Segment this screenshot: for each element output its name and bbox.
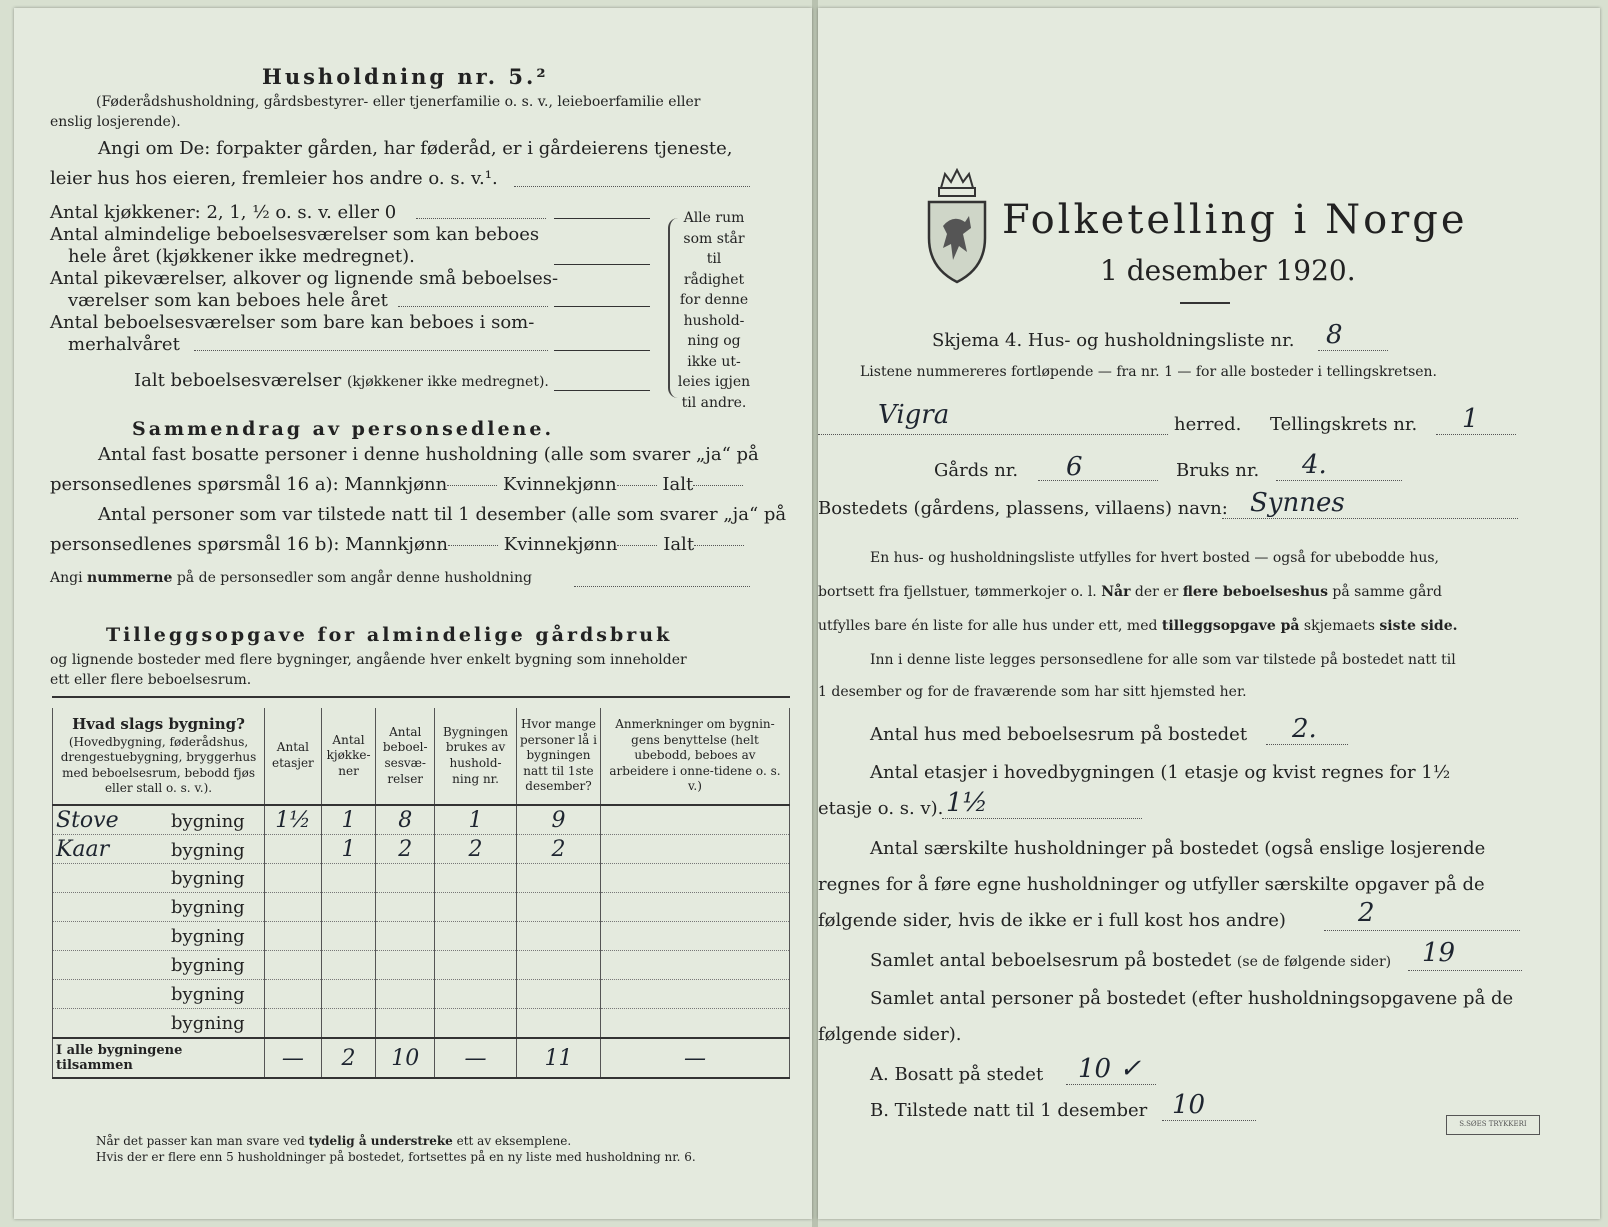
hush-line-1: Antal særskilte husholdninger på bostedet (også enslige losjerende — [870, 838, 1486, 859]
angi-line-1: Angi om De: forpakter gården, har føderåd, er i gårdeierens tjeneste, — [98, 138, 733, 159]
pike-answer-line[interactable] — [554, 306, 650, 307]
building-suffix: bygning — [171, 925, 245, 947]
tellingskrets-label: Tellingskrets nr. — [1270, 414, 1418, 435]
herred-label: herred. — [1174, 414, 1242, 435]
building-name-cell[interactable] — [53, 893, 265, 922]
rooms-note-line: ning og — [687, 333, 741, 349]
table-header-cell — [376, 708, 435, 805]
summary-line-4 — [50, 534, 744, 556]
para-3c: skjemaets — [1303, 618, 1375, 634]
rooms-note-line: rådighet — [683, 271, 745, 288]
cell-personer[interactable]: 2 — [516, 835, 600, 864]
footnote-2: Hvis der er flere enn 5 husholdninger på bostedet, fortsettes på en ny liste med husholdning nr. 6. — [96, 1150, 696, 1164]
cell-anm[interactable] — [600, 951, 789, 980]
cell-husholdning[interactable] — [435, 893, 517, 922]
bruks-label: Bruks nr. — [1176, 460, 1260, 481]
cell-etasjer[interactable] — [265, 835, 322, 864]
rooms-note-line: Alle rum — [683, 210, 745, 226]
angi-nummerne-field[interactable] — [574, 586, 750, 587]
ialt-b-label: Ialt — [663, 534, 695, 555]
cell-anm[interactable] — [600, 980, 789, 1009]
footnote-1b: tydelig å understreke — [308, 1134, 453, 1148]
hush-line-2: regnes for å føre egne husholdninger og utfyller særskilte opgaver på de — [818, 874, 1485, 895]
b-line — [1162, 1120, 1256, 1121]
angi-nummerne-b: nummerne — [87, 570, 173, 586]
cell-personer[interactable] — [516, 864, 600, 893]
cell-anm[interactable] — [600, 805, 789, 835]
table-header-cell — [435, 708, 517, 805]
kvinne-a-label: Kvinnekjønn — [502, 474, 617, 495]
cell-vaerelser[interactable] — [376, 922, 435, 951]
cell-etasjer[interactable] — [265, 893, 322, 922]
building-suffix: bygning — [171, 983, 245, 1005]
a-line — [1066, 1084, 1156, 1085]
table-row — [53, 1009, 790, 1039]
cell-vaerelser[interactable] — [376, 893, 435, 922]
table-header-cell — [53, 708, 265, 805]
alm-label-1: Antal almindelige beboelsesværelser som kan beboes — [50, 224, 540, 245]
building-name-cell[interactable] — [53, 922, 265, 951]
tillegg-sub-1: og lignende bosteder med flere bygninger, angående hver enkelt bygning som inneholder — [50, 652, 687, 668]
total-vaerelser[interactable]: 10 — [376, 1038, 435, 1078]
right-page — [818, 8, 1600, 1219]
summary-title: Sammendrag av personsedlene. — [132, 418, 555, 440]
cell-husholdning[interactable] — [435, 864, 517, 893]
para-2 — [818, 584, 1442, 601]
para-4: Inn i denne liste legges personsedlene for alle som var tilstede på bostedet natt til — [870, 652, 1456, 668]
para-2e: på samme gård — [1332, 584, 1442, 600]
gards-nr[interactable]: 6 — [1066, 452, 1083, 482]
skjema-nr[interactable]: 8 — [1326, 320, 1343, 350]
rum-note: (se de følgende sider) — [1236, 954, 1392, 970]
summary-line-2 — [50, 474, 743, 496]
hush-line-3: følgende sider, hvis de ikke er i full kost hos andre) — [818, 910, 1286, 931]
cell-anm[interactable] — [600, 922, 789, 951]
angi-nummerne — [50, 570, 532, 587]
table-header-cell — [321, 708, 376, 805]
footnote-1 — [96, 1134, 571, 1148]
table-header-bold: Hvad slags bygning? — [72, 715, 245, 734]
table-row — [53, 864, 790, 893]
table-header-text: Antal beboel-sesvæ-relser — [382, 724, 428, 786]
rooms-note-line: leies igjen — [677, 374, 751, 390]
buildings-table-header — [53, 708, 790, 805]
bosted-line — [1222, 518, 1518, 519]
table-row — [53, 951, 790, 980]
table-header-text: Antal kjøkke-ner — [326, 732, 371, 778]
building-name-cell[interactable] — [53, 951, 265, 980]
table-row — [53, 922, 790, 951]
cell-etasjer[interactable]: 1½ — [265, 805, 322, 835]
herred-line — [818, 434, 1168, 435]
rooms-note-line: hushold- — [683, 312, 745, 329]
rooms-note-line: ikke ut- — [687, 353, 741, 370]
cell-anm[interactable] — [600, 893, 789, 922]
left-page — [14, 8, 812, 1219]
cell-vaerelser[interactable] — [376, 1009, 435, 1039]
summary-a-label: personsedlenes spørsmål 16 a): Mannkjønn — [50, 474, 448, 495]
hush-answer-line — [1324, 930, 1520, 931]
para-5: 1 desember og for de fraværende som har sitt hjemsted her. — [818, 684, 1247, 700]
a-value[interactable]: 10 ✓ — [1078, 1054, 1142, 1084]
som-dots — [194, 350, 548, 351]
total-husholdning[interactable]: — — [435, 1038, 517, 1078]
gards-line — [1038, 480, 1158, 481]
table-header-text: Bygningen brukes av hushold-ning nr. — [443, 724, 509, 786]
cell-husholdning[interactable]: 2 — [435, 835, 517, 864]
building-name-cell[interactable] — [53, 980, 265, 1009]
cell-kjokkener[interactable]: 1 — [321, 835, 376, 864]
buildings-table-body — [53, 805, 790, 1078]
cell-kjokkener[interactable]: 1 — [321, 805, 376, 835]
pike-dots — [398, 306, 548, 307]
table-header-cell — [516, 708, 600, 805]
table-header-row — [53, 708, 790, 805]
table-top-rule — [52, 696, 790, 698]
para-3 — [818, 618, 1458, 635]
etasjer-line-1: Antal etasjer i hovedbygningen (1 etasje og kvist regnes for 1½ — [870, 762, 1451, 783]
ialt-answer-line[interactable] — [554, 390, 650, 391]
cell-personer[interactable] — [516, 922, 600, 951]
cell-husholdning[interactable] — [435, 980, 517, 1009]
cell-kjokkener[interactable] — [321, 980, 376, 1009]
cell-husholdning[interactable]: 1 — [435, 805, 517, 835]
a-label: A. Bosatt på stedet — [870, 1064, 1044, 1085]
para-3b: tilleggsopgave på — [1161, 618, 1300, 634]
building-suffix: bygning — [171, 810, 245, 832]
cell-husholdning[interactable] — [435, 922, 517, 951]
hus-line — [1266, 744, 1348, 745]
building-suffix: bygning — [171, 867, 245, 889]
ialt-a-label: Ialt — [662, 474, 694, 495]
table-header-text: Antal etasjer — [272, 740, 314, 770]
pers-line-1: Samlet antal personer på bostedet (efter husholdningsopgavene på de — [870, 988, 1514, 1009]
cell-personer[interactable] — [516, 951, 600, 980]
ialt-note: (kjøkkener ikke medregnet). — [346, 374, 549, 390]
rooms-note — [674, 208, 754, 413]
som-label-2: merhalvåret — [68, 334, 180, 355]
census-date: 1 desember 1920. — [1100, 254, 1356, 287]
total-personer[interactable]: 11 — [516, 1038, 600, 1078]
cell-kjokkener[interactable] — [321, 922, 376, 951]
rum-answer-line — [1408, 970, 1522, 971]
buildings-table — [52, 708, 790, 1079]
total-kjokkener[interactable]: 2 — [321, 1038, 376, 1078]
building-name-cell[interactable] — [53, 835, 265, 864]
footnote-1a: Når det passer kan man svare ved — [96, 1134, 305, 1148]
rum-line — [870, 950, 1391, 972]
printer-stamp: S.SØES TRYKKERI — [1446, 1115, 1540, 1135]
cell-etasjer[interactable] — [265, 980, 322, 1009]
bosted-label: Bostedets (gårdens, plassens, villaens) navn: — [818, 498, 1228, 519]
cell-vaerelser[interactable]: 8 — [376, 805, 435, 835]
bosted-name[interactable]: Synnes — [1250, 488, 1345, 518]
coat-of-arms-icon — [923, 168, 991, 288]
total-anm[interactable]: — — [600, 1038, 789, 1078]
summary-line-1: Antal fast bosatte personer i denne husholdning (alle som svarer „ja“ på — [98, 444, 759, 465]
pike-label-1: Antal pikeværelser, alkover og lignende små beboelses- — [50, 268, 559, 289]
table-row — [53, 835, 790, 864]
gards-label: Gårds nr. — [934, 460, 1019, 481]
cell-vaerelser[interactable]: 2 — [376, 835, 435, 864]
building-suffix: bygning — [171, 954, 245, 976]
household-title: Husholdning nr. 5.² — [262, 64, 549, 89]
bruks-line — [1276, 480, 1402, 481]
building-suffix: bygning — [171, 839, 245, 861]
alm-answer-line[interactable] — [554, 264, 650, 265]
kjokkener-dots — [416, 218, 546, 219]
para-3a: utfylles bare én liste for alle hus under ett, med — [818, 618, 1158, 634]
cell-kjokkener[interactable] — [321, 893, 376, 922]
para-3d: siste side. — [1379, 618, 1458, 634]
table-header-cell — [265, 708, 322, 805]
building-name: Stove — [56, 807, 119, 833]
para-1: En hus- og husholdningsliste utfylles for hvert bosted — også for ubebodde hus, — [870, 550, 1439, 566]
ialt-label: Ialt beboelsesværelser — [134, 370, 342, 391]
rooms-note-line: som står til — [683, 230, 745, 267]
mann-b-field[interactable] — [448, 545, 498, 546]
tellingskrets-line — [1436, 434, 1516, 435]
census-title: Folketelling i Norge — [1002, 197, 1468, 243]
rum-value[interactable]: 19 — [1422, 938, 1456, 968]
para-2c: der er — [1134, 584, 1179, 600]
rum-label: Samlet antal beboelsesrum på bostedet — [870, 950, 1232, 971]
building-name: Kaar — [56, 836, 110, 862]
listene-note: Listene nummereres fortløpende — fra nr. 1 — for alle bosteder i tellingskretsen. — [860, 364, 1438, 380]
cell-kjokkener[interactable] — [321, 1009, 376, 1039]
table-header-cell — [600, 708, 789, 805]
angi-nummerne-a: Angi — [50, 570, 83, 586]
b-label: B. Tilstede natt til 1 desember — [870, 1100, 1148, 1121]
building-suffix: bygning — [171, 896, 245, 918]
title-divider — [1180, 302, 1230, 304]
cell-personer[interactable] — [516, 980, 600, 1009]
skjema-nr-line — [1318, 350, 1388, 351]
rooms-note-line: for denne — [679, 292, 749, 308]
table-row — [53, 980, 790, 1009]
skjema-label: Skjema 4. Hus- og husholdningsliste nr. — [932, 330, 1295, 351]
angi-answer-line[interactable] — [514, 186, 750, 187]
footnote-1c: ett av eksemplene. — [456, 1134, 572, 1148]
pike-label-2: værelser som kan beboes hele året — [68, 290, 388, 311]
cell-personer[interactable] — [516, 1009, 600, 1039]
cell-husholdning[interactable] — [435, 951, 517, 980]
para-2b: Når — [1101, 584, 1131, 600]
para-2a: bortsett fra fjellstuer, tømmerkojer o. l. — [818, 584, 1097, 600]
kvinne-a-field[interactable] — [617, 485, 657, 486]
cell-etasjer[interactable] — [265, 951, 322, 980]
table-row — [53, 893, 790, 922]
building-name-cell[interactable] — [53, 805, 265, 835]
som-answer-line[interactable] — [554, 350, 650, 351]
hush-value[interactable]: 2 — [1358, 898, 1375, 928]
alm-label-2: hele året (kjøkkener ikke medregnet). — [68, 246, 415, 267]
hus-value[interactable]: 2. — [1292, 714, 1317, 744]
table-header-text: Hvor mange personer lå i bygningen natt til 1ste desember? — [520, 717, 597, 794]
cell-anm[interactable] — [600, 1009, 789, 1039]
summary-line-3: Antal personer som var tilstede natt til 1 desember (alle som svarer „ja“ på — [98, 504, 787, 525]
angi-nummerne-c: på de personsedler som angår denne husholdning — [176, 570, 532, 586]
pers-line-2: følgende sider). — [818, 1024, 962, 1045]
table-header-text: (Hovedbygning, føderådshus, drengestuebygning, bryggerhus med beboelsesrum, bebodd fjøs eller stall o. s. v.). — [60, 734, 257, 796]
kvinne-b-label: Kvinnekjønn — [503, 534, 618, 555]
building-name-cell[interactable] — [53, 864, 265, 893]
intro-line-1: (Føderådshusholdning, gårdsbestyrer- eller tjenerfamilie o. s. v., leieboerfamilie eller — [96, 94, 701, 110]
total-label: I alle bygningene tilsammen — [53, 1038, 265, 1078]
cell-kjokkener[interactable] — [321, 951, 376, 980]
table-header-text: Anmerkninger om bygnin-gens benyttelse (helt ubebodd, beboes av arbeidere i onne-tidene o. s. v.) — [609, 717, 781, 794]
cell-husholdning[interactable] — [435, 1009, 517, 1039]
table-total-row — [53, 1038, 790, 1078]
building-name-cell[interactable] — [53, 1009, 265, 1039]
cell-vaerelser[interactable] — [376, 864, 435, 893]
para-2d: flere beboelseshus — [1182, 584, 1328, 600]
cell-vaerelser[interactable] — [376, 980, 435, 1009]
tillegg-title: Tilleggsopgave for almindelige gårdsbruk — [106, 624, 673, 646]
total-etasjer[interactable]: — — [265, 1038, 322, 1078]
hus-label: Antal hus med beboelsesrum på bostedet — [870, 724, 1248, 745]
ialt-a-field[interactable] — [693, 485, 743, 486]
summary-b-label: personsedlenes spørsmål 16 b): Mannkjønn — [50, 534, 449, 555]
etasjer-answer-line — [942, 818, 1142, 819]
cell-vaerelser[interactable] — [376, 951, 435, 980]
tillegg-sub-2: ett eller flere beboelsesrum. — [50, 672, 252, 688]
b-value[interactable]: 10 — [1172, 1090, 1206, 1120]
cell-personer[interactable]: 9 — [516, 805, 600, 835]
kjokkener-label: Antal kjøkkener: 2, 1, ½ o. s. v. eller 0 — [50, 202, 397, 223]
etasjer-value[interactable]: 1½ — [946, 788, 988, 818]
ialt-row — [134, 370, 549, 392]
bruks-nr[interactable]: 4. — [1302, 450, 1327, 480]
cell-personer[interactable] — [516, 893, 600, 922]
mann-a-field[interactable] — [447, 485, 497, 486]
angi-line-2: leier hus hos eieren, fremleier hos andre o. s. v.¹. — [50, 168, 498, 189]
etasjer-line-2: etasje o. s. v). — [818, 798, 944, 819]
building-suffix: bygning — [171, 1012, 245, 1034]
cell-etasjer[interactable] — [265, 922, 322, 951]
cell-etasjer[interactable] — [265, 864, 322, 893]
table-row — [53, 805, 790, 835]
som-label-1: Antal beboelsesværelser som bare kan beboes i som- — [50, 312, 535, 333]
ialt-b-field[interactable] — [694, 545, 744, 546]
cell-anm[interactable] — [600, 835, 789, 864]
rooms-note-line: til andre. — [681, 394, 747, 411]
cell-anm[interactable] — [600, 864, 789, 893]
cell-etasjer[interactable] — [265, 1009, 322, 1039]
intro-line-2: enslig losjerende). — [50, 114, 181, 130]
cell-kjokkener[interactable] — [321, 864, 376, 893]
kvinne-b-field[interactable] — [617, 545, 657, 546]
herred-name[interactable]: Vigra — [878, 400, 950, 430]
tellingskrets-nr[interactable]: 1 — [1462, 404, 1479, 434]
kjokkener-answer-line[interactable] — [554, 218, 650, 219]
